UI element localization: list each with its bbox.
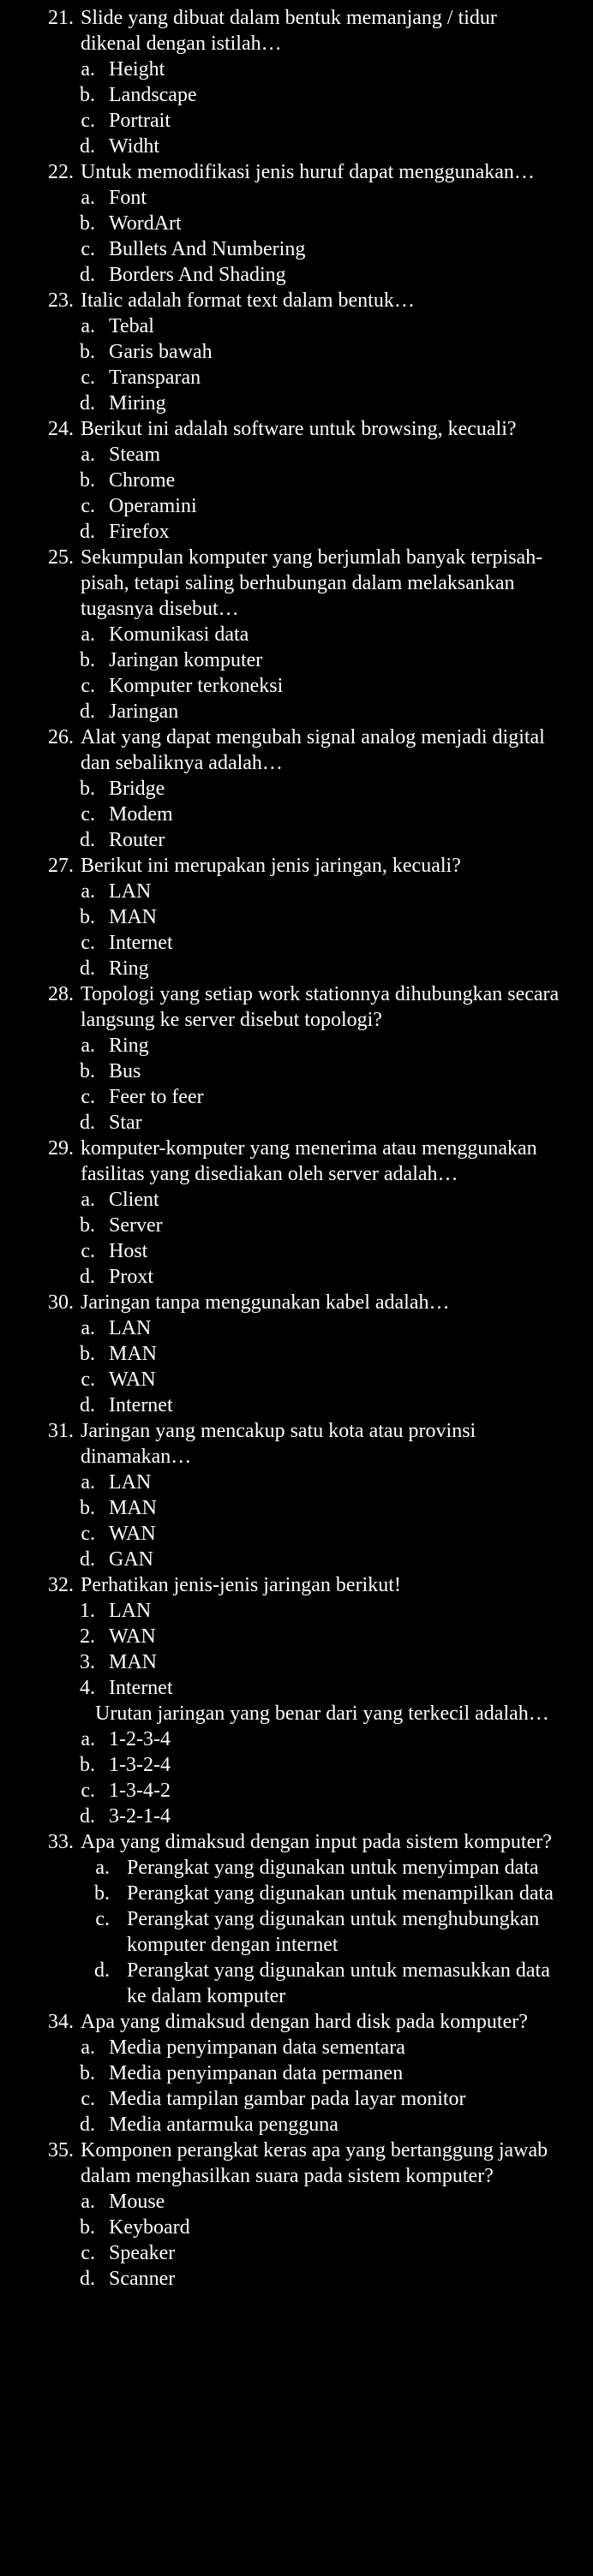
list-number: 2. <box>80 1625 95 1648</box>
answer-option <box>0 1778 593 1804</box>
option-text: Host <box>109 1240 148 1262</box>
answer-option <box>0 699 593 724</box>
question-number: 23. <box>48 289 74 312</box>
option-text: Mouse <box>109 2191 165 2213</box>
option-letter: c. <box>81 1086 95 1108</box>
option-text: Media penyimpanan data sementara <box>109 2036 405 2059</box>
question-number: 30. <box>48 1291 74 1314</box>
question-header <box>0 2009 593 2035</box>
option-letter: b. <box>80 906 95 928</box>
option-text: 1-3-4-2 <box>109 1780 171 1802</box>
answer-option <box>0 1084 593 1110</box>
question-number: 21. <box>48 7 74 29</box>
option-text: WAN <box>109 1523 156 1545</box>
option-letter: a. <box>81 444 95 466</box>
option-text: Scanner <box>109 2268 176 2290</box>
option-letter: d. <box>80 2114 95 2136</box>
answer-option <box>0 1367 593 1392</box>
option-text: Ring <box>109 1035 149 1057</box>
option-text: MAN <box>109 1343 158 1365</box>
option-letter: b. <box>80 341 95 363</box>
option-text: Miring <box>109 392 166 414</box>
answer-option <box>0 1058 593 1084</box>
option-text: Chrome <box>109 469 176 492</box>
question-number: 22. <box>48 161 74 183</box>
option-letter: a. <box>81 315 95 337</box>
question-text: Apa yang dimaksud dengan input pada sistem komputer? <box>81 1831 552 1853</box>
list-item <box>0 1649 593 1675</box>
answer-option <box>0 2086 593 2112</box>
option-letter: c. <box>81 1368 95 1391</box>
option-letter: c. <box>95 1908 110 1930</box>
option-letter: b. <box>80 2216 95 2239</box>
option-letter: b. <box>80 1343 95 1365</box>
option-text: Widht <box>109 135 160 158</box>
answer-option <box>0 468 593 493</box>
option-text: Internet <box>109 932 173 954</box>
answer-option <box>0 1881 593 1906</box>
answer-option <box>0 2215 593 2240</box>
option-letter: b. <box>80 1214 95 1237</box>
question-header <box>0 159 593 185</box>
question-header <box>0 981 593 1033</box>
option-letter: c. <box>81 238 95 260</box>
answer-option <box>0 2240 593 2266</box>
answer-option <box>0 1470 593 1495</box>
option-text: Jaringan komputer <box>109 649 263 671</box>
answer-option <box>0 134 593 159</box>
question-note: Urutan jaringan yang benar dari yang terkecil adalah… <box>95 1702 549 1725</box>
question-text: Berikut ini adalah software untuk browsing, kecuali? <box>81 418 517 440</box>
answer-option <box>0 956 593 981</box>
question-item <box>0 545 593 724</box>
numbered-list <box>0 1598 593 1701</box>
option-letter: b. <box>94 1882 110 1905</box>
answer-option <box>0 262 593 288</box>
option-text: Bullets And Numbering <box>109 238 306 260</box>
question-text: Komponen perangkat keras apa yang bertanggung jawab dalam menghasilkan suara pada sistem komputer? <box>81 2139 548 2187</box>
answer-option <box>0 108 593 134</box>
question-item <box>0 5 593 159</box>
answer-option <box>0 313 593 339</box>
option-letter: d. <box>94 1959 110 1982</box>
answer-option <box>0 82 593 108</box>
answer-option <box>0 1238 593 1264</box>
option-text: Client <box>109 1189 159 1211</box>
question-header <box>0 1572 593 1598</box>
answer-option <box>0 185 593 211</box>
option-text: MAN <box>109 1497 158 1519</box>
answer-option <box>0 442 593 468</box>
option-text: LAN <box>109 1317 152 1339</box>
question-text: Sekumpulan komputer yang berjumlah banyak terpisah-pisah, tetapi saling berhubungan dalam melaksankan tugasnya disebut… <box>81 546 543 620</box>
option-letter: a. <box>81 2036 95 2059</box>
answer-option <box>0 904 593 930</box>
answer-option <box>0 2189 593 2215</box>
option-letter: d. <box>80 2268 95 2290</box>
answer-option <box>0 2112 593 2138</box>
question-number: 29. <box>48 1137 74 1160</box>
question-item <box>0 1829 593 2009</box>
question-text: Berikut ini merupakan jenis jaringan, kecuali? <box>81 855 461 877</box>
question-header <box>0 853 593 879</box>
option-text: Perangkat yang digunakan untuk memasukkan data ke dalam komputer <box>127 1959 550 2007</box>
option-text: 1-2-3-4 <box>109 1728 171 1750</box>
option-letter: a. <box>81 623 95 646</box>
option-text: Proxt <box>109 1266 154 1288</box>
list-text: LAN <box>109 1600 152 1622</box>
question-text: Untuk memodifikasi jenis huruf dapat menggunakan… <box>81 161 535 183</box>
option-letter: c. <box>81 110 95 132</box>
option-text: Firefox <box>109 521 170 543</box>
question-number: 33. <box>48 1831 74 1853</box>
list-text: Internet <box>109 1677 173 1699</box>
option-letter: d. <box>80 264 95 286</box>
option-letter: d. <box>80 1805 95 1828</box>
option-text: Server <box>109 1214 163 1237</box>
option-letter: a. <box>81 1317 95 1339</box>
answer-option <box>0 802 593 827</box>
option-text: Internet <box>109 1394 173 1416</box>
question-header <box>0 545 593 622</box>
question-header <box>0 416 593 442</box>
option-text: 1-3-2-4 <box>109 1754 171 1776</box>
answer-option <box>0 776 593 802</box>
question-header <box>0 724 593 776</box>
option-text: 3-2-1-4 <box>109 1805 171 1828</box>
question-header <box>0 2138 593 2189</box>
answer-option <box>0 493 593 519</box>
answer-option <box>0 1726 593 1752</box>
option-letter: d. <box>80 521 95 543</box>
answer-option <box>0 365 593 391</box>
question-number: 26. <box>48 726 74 748</box>
question-item <box>0 1136 593 1290</box>
option-text: Media penyimpanan data permanen <box>109 2062 404 2084</box>
question-text: komputer-komputer yang menerima atau menggunakan fasilitas yang disediakan oleh server adalah… <box>81 1137 537 1185</box>
answer-option <box>0 236 593 262</box>
question-text: Topologi yang setiap work stationnya dihubungkan secara langsung ke server disebut topologi? <box>81 983 560 1031</box>
question-item <box>0 981 593 1136</box>
question-header <box>0 288 593 313</box>
answer-option <box>0 930 593 956</box>
option-letter: b. <box>80 1754 95 1776</box>
answer-option <box>0 519 593 545</box>
question-text: Apa yang dimaksud dengan hard disk pada komputer? <box>81 2011 528 2033</box>
option-text: Landscape <box>109 84 197 106</box>
question-item <box>0 1418 593 1572</box>
option-text: Transparan <box>109 367 201 389</box>
question-item <box>0 288 593 416</box>
option-text: WordArt <box>109 212 182 235</box>
option-letter: d. <box>80 1394 95 1416</box>
answer-option <box>0 1855 593 1881</box>
option-letter: d. <box>80 1112 95 1134</box>
answer-option <box>0 391 593 416</box>
option-letter: d. <box>80 392 95 414</box>
answer-option <box>0 1495 593 1521</box>
answer-option <box>0 1521 593 1547</box>
question-text: Jaringan yang mencakup satu kota atau provinsi dinamakan… <box>81 1420 476 1468</box>
question-item <box>0 853 593 981</box>
answer-option <box>0 1213 593 1238</box>
option-text: Height <box>109 58 165 80</box>
option-letter: b. <box>80 649 95 671</box>
question-number: 27. <box>48 855 74 877</box>
option-text: Media antarmuka pengguna <box>109 2114 338 2136</box>
answer-option <box>0 211 593 236</box>
option-text: Komputer terkoneksi <box>109 675 284 697</box>
question-header <box>0 1290 593 1315</box>
option-letter: a. <box>81 880 95 903</box>
answer-option <box>0 2035 593 2060</box>
option-text: Bridge <box>109 778 165 800</box>
question-text: Italic adalah format text dalam bentuk… <box>81 289 415 312</box>
list-item <box>0 1598 593 1624</box>
answer-option <box>0 879 593 904</box>
answer-option <box>0 1906 593 1958</box>
option-letter: a. <box>81 2191 95 2213</box>
answer-option <box>0 1187 593 1213</box>
answer-option <box>0 2060 593 2086</box>
list-text: WAN <box>109 1625 156 1648</box>
option-letter: d. <box>80 701 95 723</box>
option-text: Font <box>109 187 147 209</box>
option-text: Keyboard <box>109 2216 190 2239</box>
question-item <box>0 1572 593 1829</box>
list-item <box>0 1624 593 1649</box>
question-header <box>0 5 593 57</box>
answer-option <box>0 57 593 82</box>
option-text: Star <box>109 1112 142 1134</box>
option-text: Ring <box>109 957 149 980</box>
question-header <box>0 1136 593 1187</box>
question-text: Jaringan tanpa menggunakan kabel adalah… <box>81 1291 450 1314</box>
option-text: Perangkat yang digunakan untuk menghubungkan komputer dengan internet <box>127 1908 540 1956</box>
option-text: Komunikasi data <box>109 623 249 646</box>
option-text: Modem <box>109 803 173 826</box>
answer-option <box>0 622 593 647</box>
option-text: Media tampilan gambar pada layar monitor <box>109 2088 466 2110</box>
question-number: 25. <box>48 546 74 569</box>
option-letter: c. <box>81 2088 95 2110</box>
question-header <box>0 1829 593 1855</box>
answer-option <box>0 1547 593 1572</box>
answer-option <box>0 673 593 699</box>
question-number: 35. <box>48 2139 74 2162</box>
question-item <box>0 1290 593 1418</box>
option-text: Feer to feer <box>109 1086 204 1108</box>
answer-option <box>0 1315 593 1341</box>
answer-option <box>0 1958 593 2009</box>
option-text: Borders And Shading <box>109 264 286 286</box>
option-letter: a. <box>95 1857 110 1879</box>
option-text: LAN <box>109 1471 152 1494</box>
option-text: Tebal <box>109 315 154 337</box>
option-letter: d. <box>80 957 95 980</box>
option-text: GAN <box>109 1548 153 1571</box>
option-letter: b. <box>80 84 95 106</box>
option-letter: d. <box>80 1548 95 1571</box>
answer-option <box>0 1752 593 1778</box>
question-header <box>0 1418 593 1470</box>
question-item <box>0 2138 593 2292</box>
option-text: Perangkat yang digunakan untuk menyimpan data <box>127 1857 539 1879</box>
option-text: Speaker <box>109 2242 176 2264</box>
option-letter: c. <box>81 1523 95 1545</box>
option-text: Operamini <box>109 495 197 517</box>
answer-option <box>0 1804 593 1829</box>
option-letter: c. <box>81 495 95 517</box>
question-item <box>0 724 593 853</box>
option-letter: d. <box>80 135 95 158</box>
question-text: Slide yang dibuat dalam bentuk memanjang / tidur dikenal dengan istilah… <box>81 7 497 55</box>
option-text: Bus <box>109 1060 141 1082</box>
answer-option <box>0 1392 593 1418</box>
question-item <box>0 159 593 288</box>
option-letter: c. <box>81 1780 95 1802</box>
question-number: 31. <box>48 1420 74 1442</box>
option-text: Perangkat yang digunakan untuk menampilkan data <box>127 1882 554 1905</box>
option-text: Steam <box>109 444 160 466</box>
question-item <box>0 2009 593 2138</box>
option-letter: b. <box>80 2062 95 2084</box>
option-letter: c. <box>81 932 95 954</box>
option-letter: a. <box>81 1035 95 1057</box>
option-text: WAN <box>109 1368 156 1391</box>
answer-option <box>0 1341 593 1367</box>
question-text: Perhatikan jenis-jenis jaringan berikut! <box>81 1574 401 1596</box>
option-text: Portrait <box>109 110 171 132</box>
option-letter: c. <box>81 1240 95 1262</box>
option-text: Garis bawah <box>109 341 213 363</box>
option-text: Jaringan <box>109 701 179 723</box>
option-text: LAN <box>109 880 152 903</box>
question-number: 32. <box>48 1574 74 1596</box>
question-item <box>0 416 593 545</box>
list-number: 1. <box>80 1600 95 1622</box>
option-text: MAN <box>109 906 158 928</box>
option-letter: b. <box>80 778 95 800</box>
option-letter: a. <box>81 1471 95 1494</box>
answer-option <box>0 339 593 365</box>
option-letter: c. <box>81 803 95 826</box>
option-letter: c. <box>81 2242 95 2264</box>
answer-option <box>0 1264 593 1290</box>
option-letter: b. <box>80 1497 95 1519</box>
list-number: 4. <box>80 1677 95 1699</box>
option-letter: b. <box>80 469 95 492</box>
option-letter: d. <box>80 1266 95 1288</box>
answer-option <box>0 1033 593 1058</box>
question-number: 34. <box>48 2011 74 2033</box>
answer-option <box>0 2266 593 2292</box>
list-number: 3. <box>80 1651 95 1673</box>
option-text: Router <box>109 829 165 851</box>
option-letter: b. <box>80 1060 95 1082</box>
option-letter: c. <box>81 367 95 389</box>
option-letter: a. <box>81 187 95 209</box>
option-letter: b. <box>80 212 95 235</box>
answer-option <box>0 827 593 853</box>
answer-option <box>0 1110 593 1136</box>
option-letter: a. <box>81 1189 95 1211</box>
list-item <box>0 1675 593 1701</box>
list-text: MAN <box>109 1651 158 1673</box>
answer-option <box>0 647 593 673</box>
option-letter: a. <box>81 1728 95 1750</box>
option-letter: c. <box>81 675 95 697</box>
question-number: 24. <box>48 418 74 440</box>
question-text: Alat yang dapat mengubah signal analog menjadi digital dan sebaliknya adalah… <box>81 726 545 774</box>
option-letter: d. <box>80 829 95 851</box>
option-letter: a. <box>81 58 95 80</box>
question-number: 28. <box>48 983 74 1005</box>
